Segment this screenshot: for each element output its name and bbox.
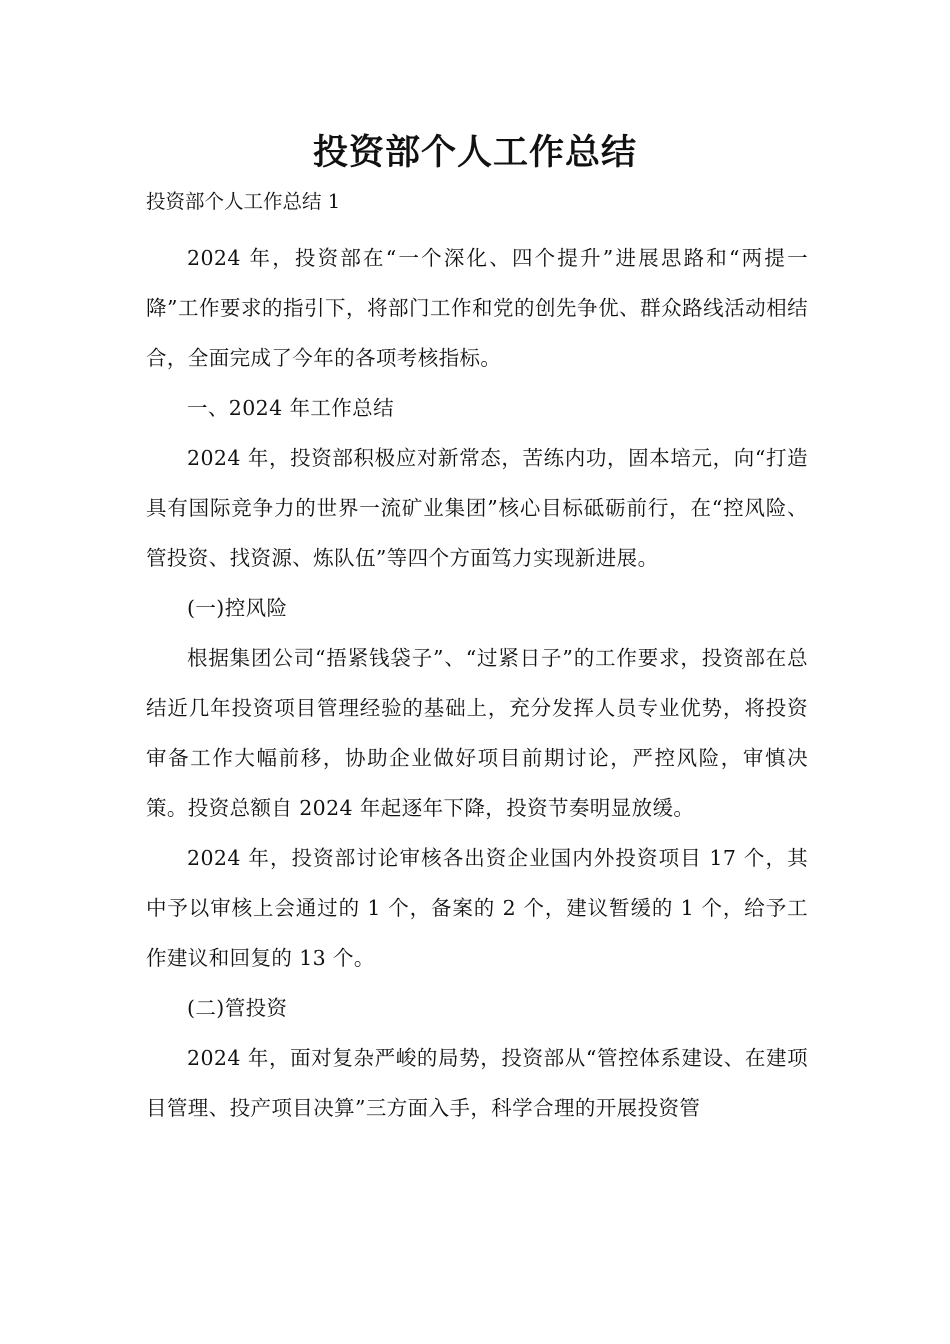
document-title: 投资部个人工作总结 (312, 133, 637, 173)
subsection-heading-investment-management: (二)管投资 (187, 996, 288, 1020)
subsection-heading-risk-control: (一)控风险 (187, 596, 288, 620)
paragraph-investment-management: 2024 年，面对复杂严峻的局势，投资部从“管控体系建设、在建项目管理、投产项目决算”三方面入手，科学合理的开展投资管 (146, 1046, 808, 1120)
section-heading-summary: 一、2024 年工作总结 (187, 396, 394, 420)
paragraph-project-review: 2024 年，投资部讨论审核各出资企业国内外投资项目 17 个，其中予以审核上会通过的 1 个，备案的 2 个，建议暂缓的 1 个，给予工作建议和回复的 13 个。 (146, 846, 808, 970)
paragraph-overview: 2024 年，投资部积极应对新常态，苦练内功，固本培元，向“打造具有国际竞争力的世界一流矿业集团”核心目标砥砺前行，在“控风险、管投资、找资源、炼队伍”等四个方面笃力实现新进展。 (146, 446, 808, 570)
paragraph-risk-control: 根据集团公司“捂紧钱袋子”、“过紧日子”的工作要求，投资部在总结近几年投资项目管理经验的基础上，充分发挥人员专业优势，将投资审备工作大幅前移，协助企业做好项目前期讨论，严控风险，审慎决策。投资总额自 2024 年起逐年下降，投资节奏明显放缓。 (146, 646, 808, 820)
document-subtitle: 投资部个人工作总结 1 (146, 190, 341, 213)
document-body (146, 233, 808, 1133)
paragraph-intro: 2024 年，投资部在“一个深化、四个提升”进展思路和“两提一降”工作要求的指引下，将部门工作和党的创先争优、群众路线活动相结合，全面完成了今年的各项考核指标。 (146, 246, 808, 370)
